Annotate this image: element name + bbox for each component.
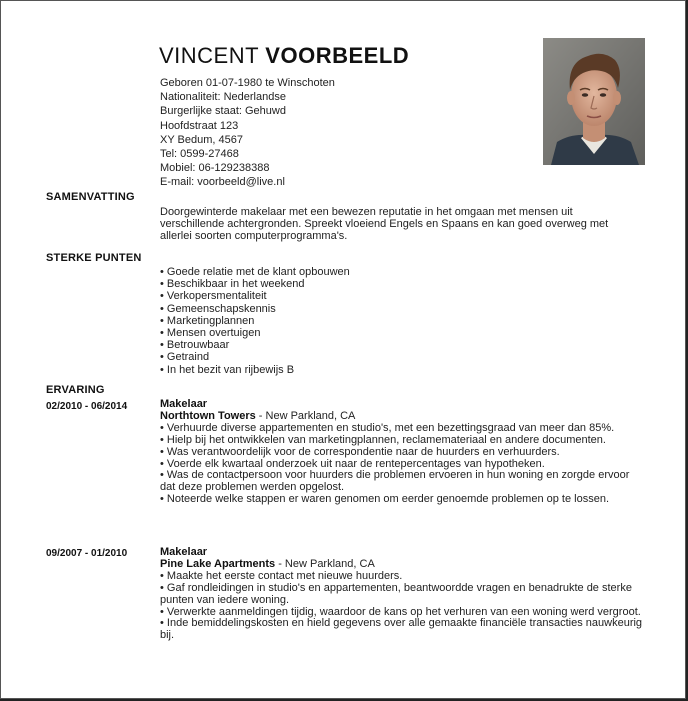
- company-location: - New Parkland, CA: [255, 409, 356, 422]
- last-name: VOORBEELD: [265, 43, 410, 68]
- summary-text: Doorgewinterde makelaar met een bewezen reputatie in het omgaan met mensen uit verschillende achtergronden. Spreekt vloeiend Engels en Spaans en kan goed overweg met allerlei soorten computerprogramma's.: [160, 206, 609, 243]
- list-item: • Verkopersmentaliteit: [160, 290, 267, 303]
- job-duty: • Voerde elk kwartaal onderzoek uit naar de rentepercentages van hypotheken.: [160, 457, 545, 470]
- contact-line: Nationaliteit: Nederlandse: [160, 91, 286, 104]
- job-duty: • Was verantwoordelijk voor de correspondentie naar de huurders en verhuurders.: [160, 445, 560, 458]
- list-item: • Goede relatie met de klant opbouwen: [160, 266, 350, 278]
- contact-line: Geboren 01-07-1980 te Winschoten: [160, 77, 335, 89]
- list-item: • Mensen overtuigen: [160, 327, 261, 340]
- contact-line: Mobiel: 06-129238388: [160, 162, 270, 175]
- job-dates: 02/2010 - 06/2014: [46, 401, 128, 412]
- experience-heading: ERVARING: [46, 384, 105, 396]
- company-location: - New Parkland, CA: [275, 557, 375, 570]
- first-name: VINCENT: [159, 43, 259, 68]
- contact-line: Burgerlijke staat: Gehuwd: [160, 105, 286, 118]
- job-title: Makelaar: [160, 398, 208, 410]
- job-dates: 09/2007 - 01/2010: [46, 548, 128, 559]
- job-duty: • Gaf rondleidingen in studio's en appartementen, beantwoordde vragen en benadrukte de sterke punten van iedere woning.: [160, 581, 632, 606]
- company-name: Northtown Towers: [160, 409, 256, 422]
- contact-line: XY Bedum, 4567: [160, 133, 243, 146]
- company-name: Pine Lake Apartments: [160, 557, 276, 570]
- list-item: • Marketingplannen: [160, 314, 255, 327]
- job-duty: • Verhuurde diverse appartementen en studio's, met een bezettingsgraad van meer dan 85%.: [160, 421, 615, 434]
- job-duty: • Verwerkte aanmeldingen tijdig, waardoor de kans op het verhuren van een woning werd vergroot.: [160, 605, 641, 618]
- job-duty: • Inde bemiddelingskosten en hield gegevens over alle gemaakte financiële transacties nauwkeurig bij.: [160, 617, 643, 642]
- list-item: • Gemeenschapskennis: [160, 302, 276, 315]
- contact-line: E-mail: voorbeeld@live.nl: [160, 176, 285, 189]
- job-duty: • Maakte het eerste contact met nieuwe huurders.: [160, 569, 403, 582]
- strengths-heading: STERKE PUNTEN: [46, 252, 142, 264]
- list-item: • Getraind: [160, 351, 210, 364]
- job-duty: • Hielp bij het ontwikkelen van marketingplannen, reclamemateriaal en andere documenten.: [160, 433, 606, 446]
- list-item: • In het bezit van rijbewijs B: [160, 363, 295, 376]
- job-duty: • Was de contactpersoon voor huurders die problemen ervoeren in hun woning en zorgde ervoor dat deze problemen werden opgelost.: [160, 469, 630, 494]
- list-item: • Beschikbaar in het weekend: [160, 278, 305, 291]
- contact-line: Tel: 0599-27468: [160, 148, 239, 161]
- list-item: • Betrouwbaar: [160, 339, 230, 352]
- job-duty: • Noteerde welke stappen er waren genomen om eerder genoemde problemen op te lossen.: [160, 493, 610, 506]
- contact-line: Hoofdstraat 123: [160, 119, 239, 132]
- job-title: Makelaar: [160, 546, 208, 558]
- summary-heading: SAMENVATTING: [46, 191, 135, 203]
